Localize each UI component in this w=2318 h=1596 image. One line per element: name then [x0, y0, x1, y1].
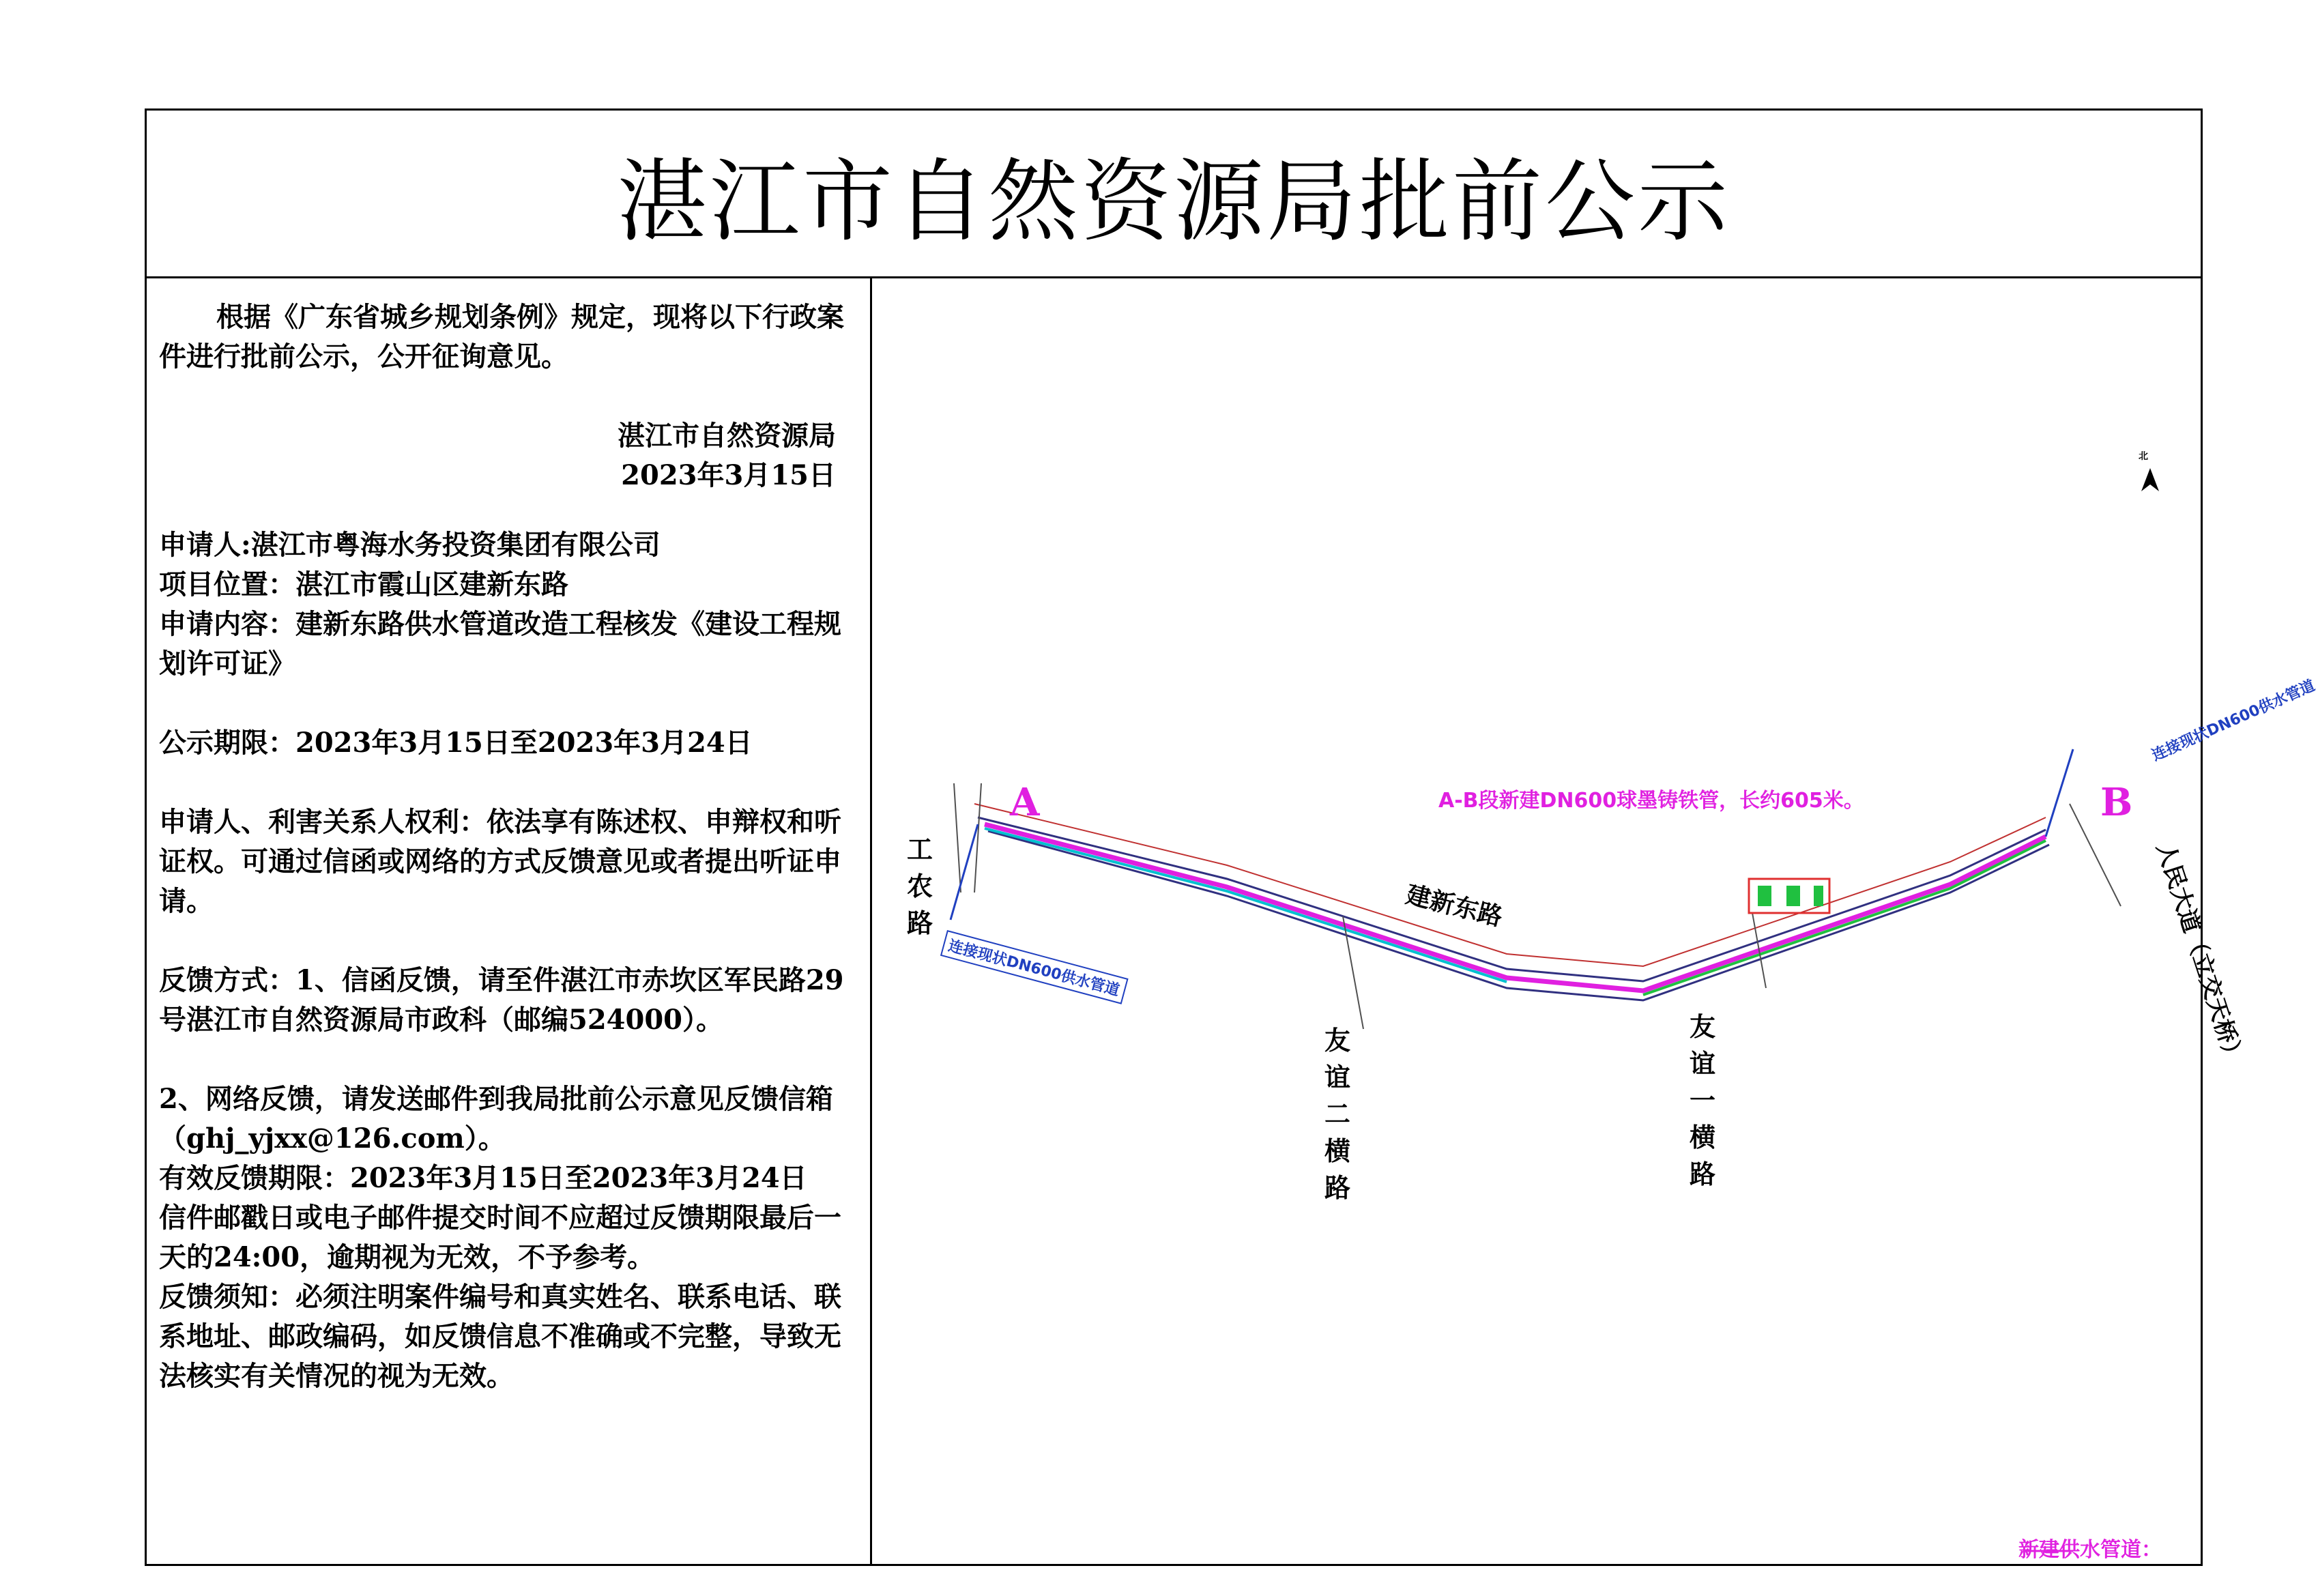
connect-label-left: 连接现状DN600供水管道 — [940, 930, 1128, 1004]
road-label-youyi-2: 友谊二横路 — [1324, 1026, 1350, 1203]
notice-period: 公示期限：2023年3月15日至2023年3月24日 — [159, 727, 753, 759]
project-location: 项目位置：湛江市霞山区建新东路 — [159, 568, 568, 600]
feedback-letter: 反馈方式：1、信函反馈，请至件湛江市赤坎区军民路29号湛江市自然资源局市政科（邮编524000）。 — [159, 964, 844, 1036]
legend-label: 新建供水管道： — [2018, 1538, 2162, 1562]
north-arrow-icon — [2141, 468, 2159, 491]
feedback-email: 2、网络反馈，请发送邮件到我局批前公示意见反馈信箱（ghj_yjxx@126.com）。 — [159, 1083, 833, 1155]
site-plan-map — [872, 278, 2318, 1564]
issue-date: 2023年3月15日 — [621, 459, 836, 491]
new-pipe-line — [985, 824, 2046, 991]
rights-paragraph: 申请人、利害关系人权利：依法享有陈述权、申辩权和听证权。可通过信函或网络的方式反馈意见或者提出听证申请。 — [159, 806, 841, 917]
valid-period: 有效反馈期限：2023年3月15日至2023年3月24日 — [159, 1162, 807, 1194]
notice-text-panel — [147, 278, 872, 1564]
point-b-label: B — [2100, 780, 2133, 825]
title-row — [147, 111, 2201, 278]
road-lines — [974, 804, 2049, 1000]
north-label: 北 — [2139, 451, 2148, 462]
side-roads — [954, 783, 2121, 1029]
segment-note: A-B段新建DN600球墨铸铁管，长约605米。 — [1438, 789, 1864, 813]
connect-label-right: 连接现状DN600供水管道 — [2149, 677, 2318, 765]
application-content: 申请内容：建新东路供水管道改造工程核发《建设工程规划许可证》 — [159, 608, 841, 680]
deadline-note: 信件邮戳日或电子邮件提交时间不应超过反馈期限最后一天的24:00，逾期视为无效，不予参考。 — [159, 1202, 841, 1273]
intro-paragraph: 根据《广东省城乡规划条例》规定，现将以下行政案件进行批前公示，公开征询意见。 — [159, 301, 844, 373]
applicant: 申请人:湛江市粤海水务投资集团有限公司 — [159, 529, 661, 561]
road-label-renmin: 人民大道（立交天桥） — [2151, 839, 2249, 1069]
notice-frame — [145, 108, 2318, 1566]
issuer: 湛江市自然资源局 — [618, 420, 836, 452]
road-label-gongnong: 工农路 — [906, 835, 933, 938]
road-label-jianxin-east: 建新东路 — [1403, 880, 1505, 932]
feedback-requirements: 反馈须知：必须注明案件编号和真实姓名、联系电话、联系地址、邮政编码，如反馈信息不准确或不完整，导致无法核实有关情况的视为无效。 — [159, 1281, 841, 1392]
point-a-label: A — [1010, 780, 1040, 825]
road-label-youyi-1: 友谊一横路 — [1689, 1012, 1715, 1189]
site-plan-drawing — [872, 278, 2203, 1568]
page-title: 湛江市自然资源局批前公示 — [617, 149, 1730, 255]
